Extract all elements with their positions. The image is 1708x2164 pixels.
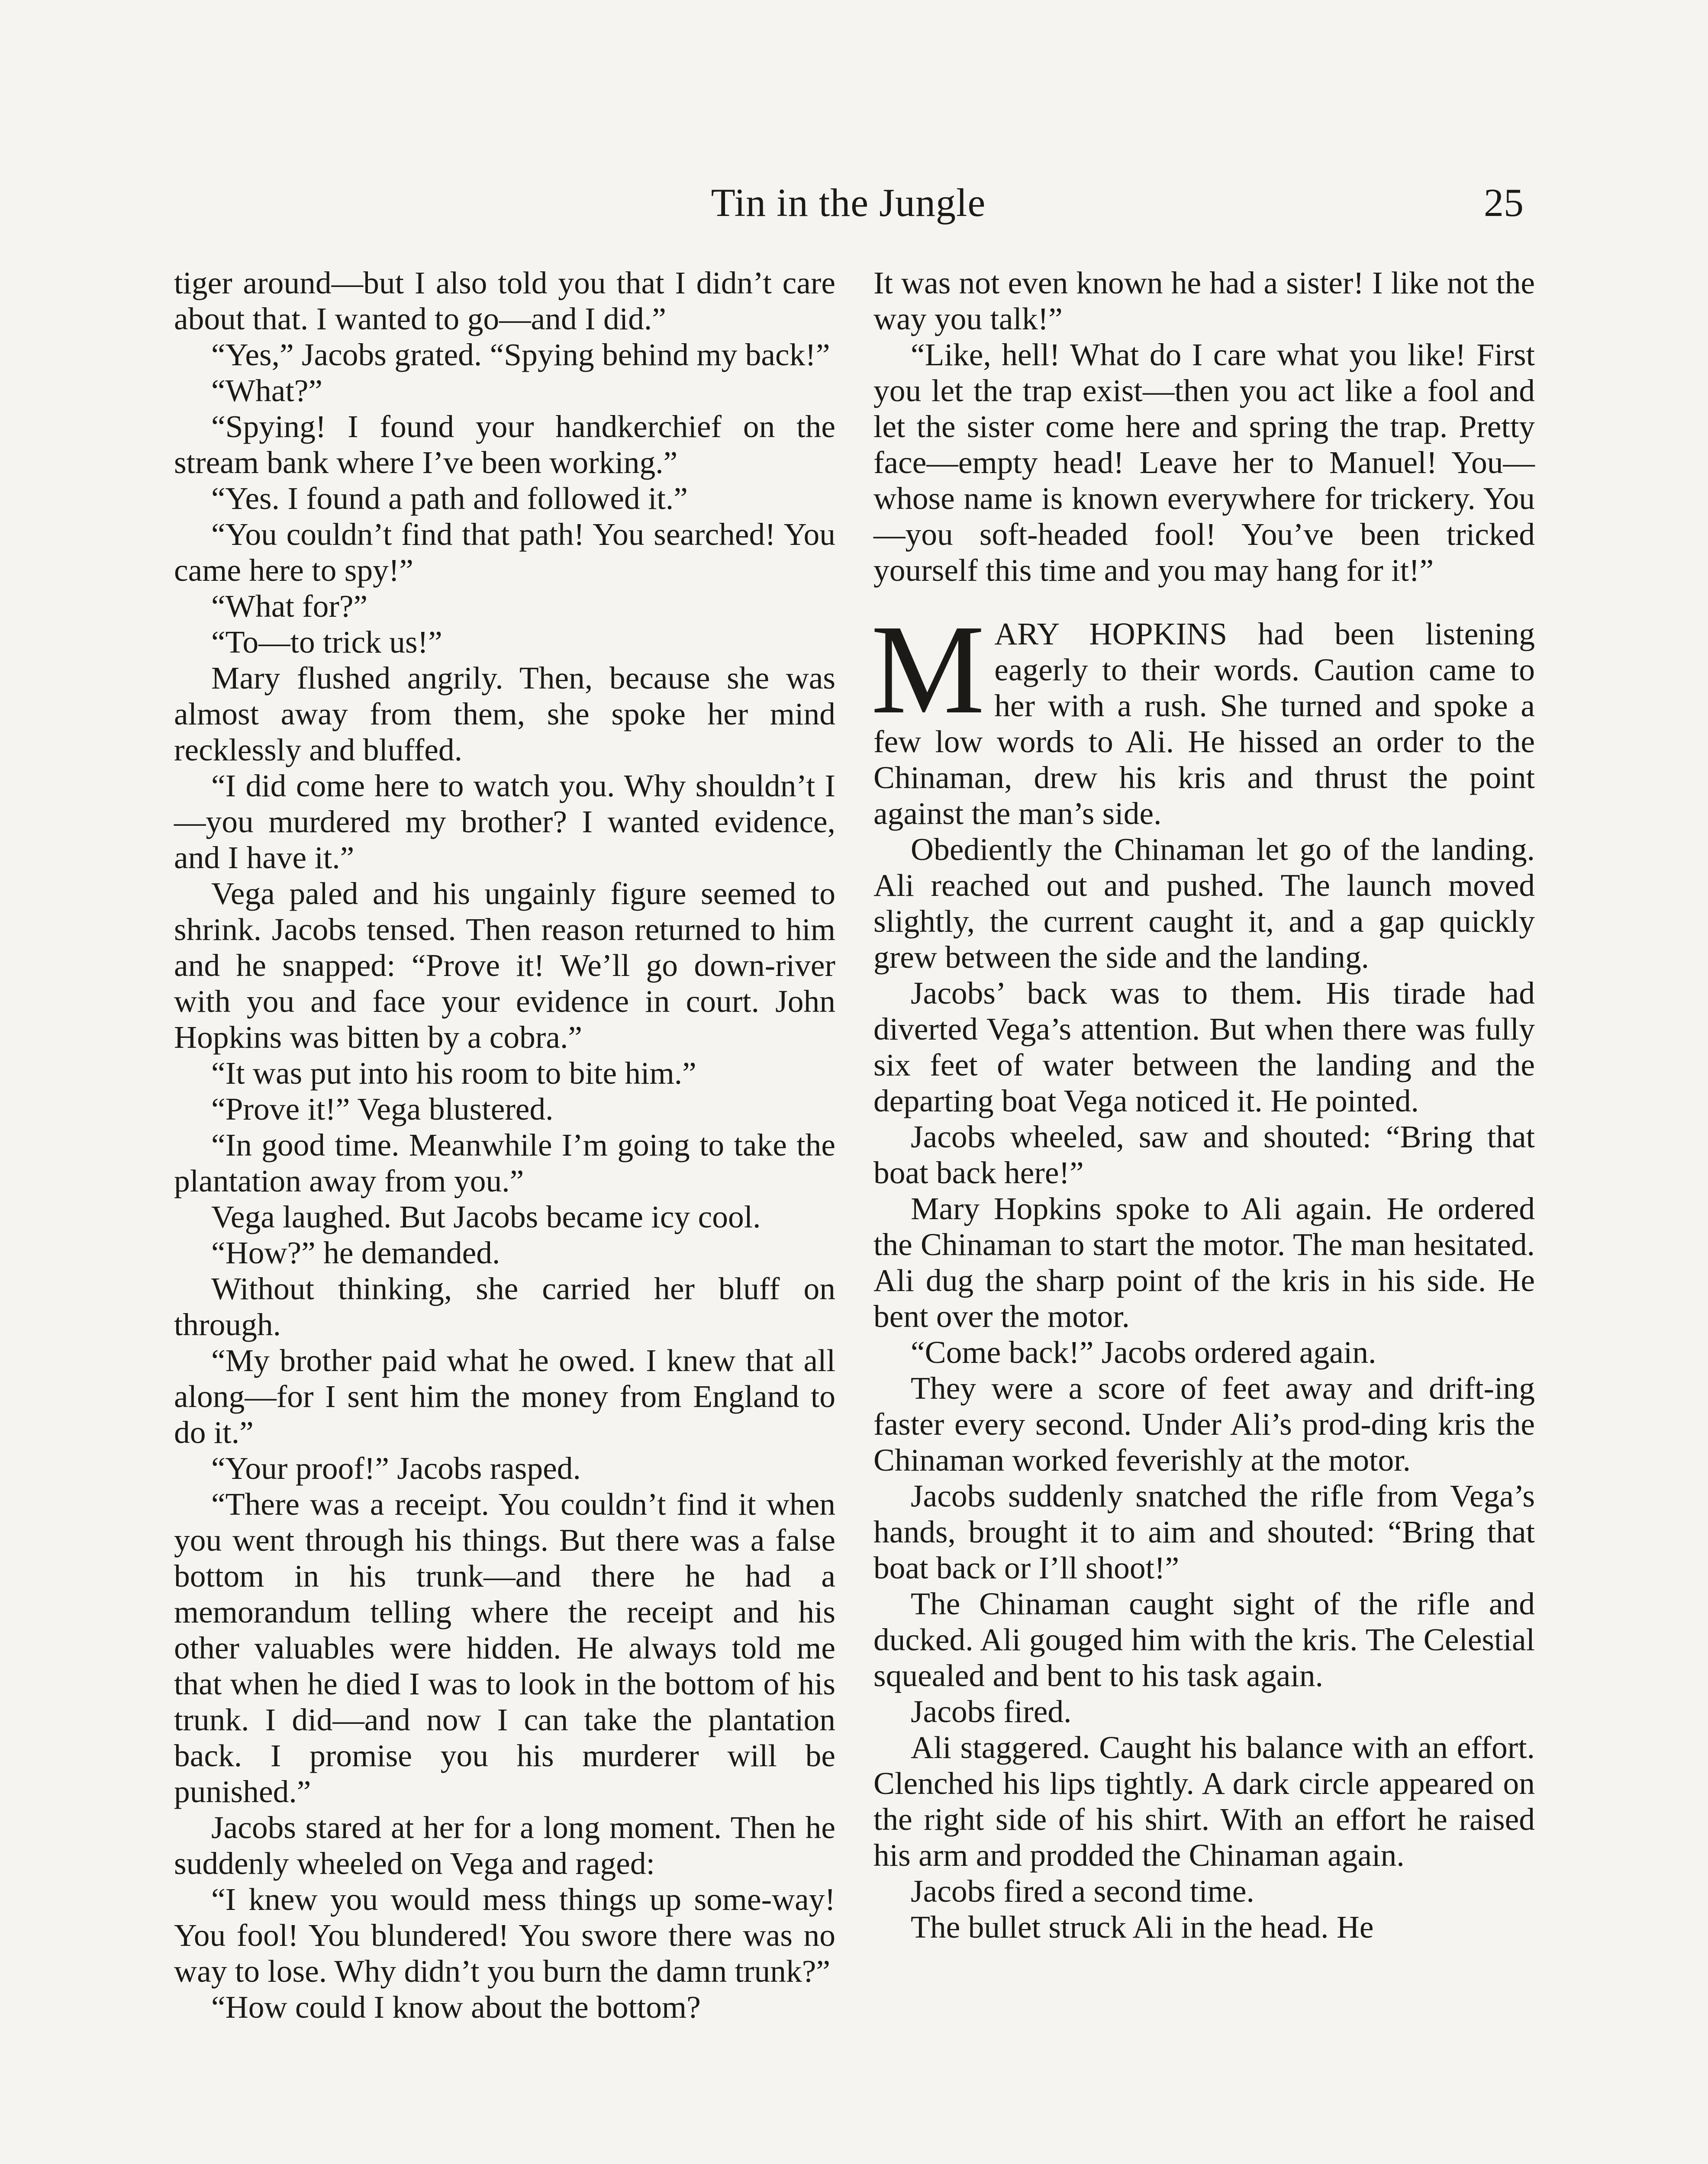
paragraph: Jacobs suddenly snatched the rifle from Vega’s hands, brought it to aim and shouted: “Bring that boat back or I’ll shoot!”: [873, 1478, 1535, 1585]
section-opening-paragraph: [871, 599, 1535, 831]
paragraph: “Come back!” Jacobs ordered again.: [911, 1335, 1376, 1370]
paragraph: Jacobs fired.: [911, 1694, 1072, 1729]
paragraph: Ali staggered. Caught his balance with an effort. Clenched his lips tightly. A dark circle appeared on the right side of his shirt. With an effort he raised his arm and prodded the Chinaman again.: [873, 1730, 1535, 1873]
paragraph: “Yes,” Jacobs grated. “Spying behind my back!”: [211, 337, 830, 372]
paragraph: “What for?”: [211, 589, 368, 624]
paragraph: “How could I know about the bottom?: [211, 1990, 701, 2025]
paragraph: “There was a receipt. You couldn’t find it when you went through his things. But there was a false bottom in his trunk—and there he had a memorandum telling where the receipt and his other valuables were hidden. He always told me that when he died I was to look in the bottom of his trunk. I did—and now I can take the plantation back. I promise you his murderer will be punished.”: [174, 1487, 835, 1809]
paragraph: “Spying! I found your handkerchief on the stream bank where I’ve been working.”: [174, 409, 835, 480]
paragraph: It was not even known he had a sister! I like not the way you talk!”: [873, 265, 1535, 336]
paragraph: The bullet struck Ali in the head. He: [911, 1910, 1374, 1945]
paragraph: Vega laughed. But Jacobs became icy cool.: [211, 1199, 761, 1234]
paragraph: “You couldn’t find that path! You searched! You came here to spy!”: [174, 517, 835, 588]
paragraph: tiger around—but I also told you that I didn’t care about that. I wanted to go—and I did.”: [174, 265, 835, 336]
paragraph: Jacobs fired a second time.: [911, 1874, 1254, 1909]
paragraph: They were a score of feet away and drift-ing faster every second. Under Ali’s prod-ding kris the Chinaman worked feverishly at the motor.: [873, 1371, 1535, 1478]
paragraph: “To—to trick us!”: [211, 625, 442, 660]
paragraph: “My brother paid what he owed. I knew that all along—for I sent him the money from England to do it.”: [174, 1343, 835, 1450]
paragraph: Mary flushed angrily. Then, because she was almost away from them, she spoke her mind recklessly and bluffed.: [174, 660, 835, 767]
paragraph: “Your proof!” Jacobs rasped.: [211, 1451, 581, 1486]
right-column: [873, 265, 1535, 1945]
running-head: [173, 171, 1524, 236]
paragraph: “In good time. Meanwhile I’m going to take the plantation away from you.”: [174, 1127, 835, 1198]
paragraph: Without thinking, she carried her bluff on through.: [174, 1271, 835, 1342]
paragraph: “Like, hell! What do I care what you like! First you let the trap exist—then you act like a fool and let the sister come here and spring the trap. Pretty face—empty head! Leave her to Manuel! You—whose name is known everywhere for trickery. You—you soft-headed fool! You’ve been tricked yourself this time and you may hang for it!”: [873, 337, 1535, 588]
paragraph: The Chinaman caught sight of the rifle and ducked. Ali gouged him with the kris. The Celestial squealed and bent to his task again.: [873, 1586, 1535, 1693]
paragraph: “How?” he demanded.: [211, 1235, 500, 1270]
paragraph: Jacobs’ back was to them. His tirade had diverted Vega’s attention. But when there was fully six feet of water between the landing and the departing boat Vega noticed it. He pointed.: [873, 976, 1535, 1118]
story-title: Tin in the Jungle: [711, 180, 986, 225]
section-lead-text: ARY HOPKINS had been listening eagerly to their words. Caution came to her with a rush. She turned and spoke a few low words to Ali. He hissed an order to the Chinaman, drew his kris and thrust the point against the man’s side.: [873, 616, 1535, 831]
paragraph: Mary Hopkins spoke to Ali again. He ordered the Chinaman to start the motor. The man hesitated. Ali dug the sharp point of the kris in his side. He bent over the motor.: [873, 1191, 1535, 1334]
paragraph: “Prove it!” Vega blustered.: [211, 1092, 554, 1127]
paragraph: “What?”: [211, 373, 323, 408]
drop-cap: M: [871, 599, 985, 741]
paragraph: “Yes. I found a path and followed it.”: [211, 481, 688, 516]
paragraph: Obediently the Chinaman let go of the landing. Ali reached out and pushed. The launch moved slightly, the current caught it, and a gap quickly grew between the side and the landing.: [873, 832, 1535, 975]
paragraph: “I knew you would mess things up some-way! You fool! You blundered! You swore there was no way to lose. Why didn’t you burn the damn trunk?”: [174, 1882, 835, 1989]
paragraph: “It was put into his room to bite him.”: [211, 1056, 696, 1091]
page-number: 25: [1484, 180, 1524, 225]
paragraph: Jacobs stared at her for a long moment. Then he suddenly wheeled on Vega and raged:: [174, 1810, 835, 1881]
paragraph: “I did come here to watch you. Why shouldn’t I—you murdered my brother? I wanted evidence, and I have it.”: [174, 768, 835, 875]
paragraph: Jacobs wheeled, saw and shouted: “Bring that boat back here!”: [873, 1119, 1535, 1190]
paragraph: Vega paled and his ungainly figure seemed to shrink. Jacobs tensed. Then reason returned to him and he snapped: “Prove it! We’ll go down-river with you and face your evidence in court. John Hopkins was bitten by a cobra.”: [174, 876, 835, 1055]
left-column: [174, 265, 835, 2025]
